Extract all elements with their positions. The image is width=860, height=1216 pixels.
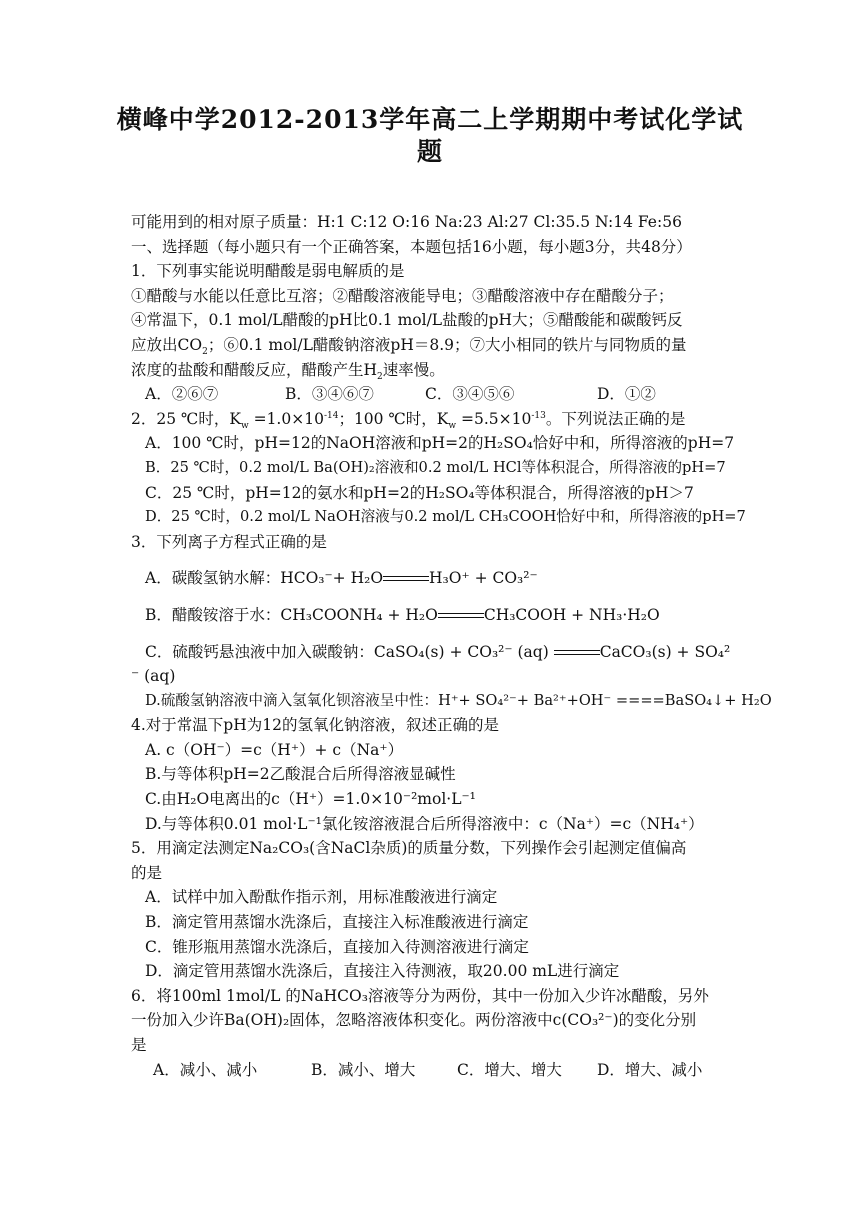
question-stem: 6．将100ml 1mol/L 的NaHCO₃溶液等分为两份，其中一份加入少许冰醋酸，另外 bbox=[131, 986, 709, 1005]
equilibrium-arrow-icon bbox=[554, 648, 600, 658]
question-2 bbox=[131, 407, 771, 530]
option-c-continued: ⁻ (aq) bbox=[131, 667, 176, 686]
option-a: A．碳酸氢钠水解：HCO₃⁻+ H₂O H₃O⁺ + CO₃²⁻ bbox=[145, 569, 538, 588]
question-3 bbox=[131, 530, 771, 714]
question-stem: 的是 bbox=[131, 863, 163, 882]
question-6 bbox=[131, 984, 771, 1082]
exam-body bbox=[131, 210, 771, 1082]
option-d: D.硫酸氢钠溶液中滴入氢氧化钡溶液呈中性：H⁺+ SO₄²⁻+ Ba²⁺+OH⁻ ====BaSO₄↓+ H₂O bbox=[145, 691, 772, 709]
option-a: A．②⑥⑦ bbox=[145, 385, 219, 404]
option-row bbox=[131, 382, 771, 407]
question-stem: 2．25 ℃时，$K_w =1.0\times 10^{-14}$；100 ℃时，$K_w =5.5\times 10^{-13}$。下列说法正确的是 bbox=[131, 409, 686, 431]
question-stem: 4.对于常温下pH为12的氢氧化钠溶液，叙述正确的是 bbox=[131, 716, 499, 735]
option-d: D．①② bbox=[597, 385, 656, 404]
option-d: D.与等体积0.01 mol·L⁻¹氯化铵溶液混合后所得溶液中：c（Na⁺）=c（NH₄⁺） bbox=[145, 814, 704, 833]
option-a: A. c（OH⁻）=c（H⁺）+ c（Na⁺） bbox=[145, 740, 404, 759]
option-d: D．增大、减小 bbox=[597, 1060, 703, 1079]
question-4 bbox=[131, 713, 771, 836]
option-d: D．滴定管用蒸馏水洗涤后，直接注入待测液，取20.00 mL进行滴定 bbox=[145, 962, 620, 981]
question-text: ①醋酸与水能以任意比互溶；②醋酸溶液能导电；③醋酸溶液中存在醋酸分子； bbox=[131, 286, 674, 305]
title-line-2: 题 bbox=[416, 137, 443, 166]
question-text: 应放出$CO_2$；⑥0.1 mol/L醋酸钠溶液pH＝8.9；⑦大小相同的铁片与同物质的量 bbox=[131, 335, 687, 358]
option-a: A．试样中加入酚酞作指示剂，用标准酸液进行滴定 bbox=[145, 888, 498, 907]
option-b: B．25 ℃时，0.2 mol/L Ba(OH)₂溶液和0.2 mol/L HCl等体积混合，所得溶液的pH=7 bbox=[145, 458, 726, 476]
option-b: B．醋酸铵溶于水：CH₃COONH₄ + H₂O CH₃COOH + NH₃·H₂O bbox=[145, 605, 660, 624]
option-c: C．25 ℃时，pH=12的氨水和pH=2的H₂SO₄等体积混合，所得溶液的pH＞7 bbox=[145, 483, 694, 502]
option-b: B.与等体积pH=2乙酸混合后所得溶液显碱性 bbox=[145, 765, 456, 784]
equilibrium-arrow-icon bbox=[383, 574, 429, 584]
question-stem: 1．下列事实能说明醋酸是弱电解质的是 bbox=[131, 262, 405, 281]
question-text: ④常温下，0.1 mol/L醋酸的pH比0.1 mol/L盐酸的pH大；⑤醋酸能和碳酸钙反 bbox=[131, 311, 683, 330]
option-c: C．增大、增大 bbox=[457, 1060, 562, 1079]
option-d: D．25 ℃时，0.2 mol/L NaOH溶液与0.2 mol/L CH₃COOH恰好中和，所得溶液的pH=7 bbox=[145, 508, 746, 526]
equilibrium-arrow-icon bbox=[438, 611, 484, 621]
question-stem: 5．用滴定法测定Na₂CO₃(含NaCl杂质)的质量分数，下列操作会引起测定值偏高 bbox=[131, 839, 687, 858]
option-b: B．减小、增大 bbox=[311, 1060, 416, 1079]
option-c: C．锥形瓶用蒸馏水洗涤后，直接加入待测溶液进行滴定 bbox=[145, 937, 529, 956]
title-line-1: 横峰中学2012-2013学年高二上学期期中考试化学试 bbox=[116, 105, 744, 134]
atomic-masses: 可能用到的相对原子质量：H:1 C:12 O:16 Na:23 Al:27 Cl:35.5 N:14 Fe:56 bbox=[131, 213, 682, 231]
option-b: B．③④⑥⑦ bbox=[285, 385, 374, 404]
question-stem: 是 bbox=[131, 1036, 147, 1054]
question-1 bbox=[131, 259, 771, 407]
option-b: B．滴定管用蒸馏水洗涤后，直接注入标准酸液进行滴定 bbox=[145, 913, 529, 932]
option-c: C．③④⑤⑥ bbox=[425, 385, 515, 404]
question-text: 浓度的盐酸和醋酸反应，醋酸产生$H_2$速率慢。 bbox=[131, 360, 445, 382]
option-a: A．减小、减小 bbox=[153, 1060, 258, 1079]
question-5 bbox=[131, 836, 771, 984]
section-heading: 一、选择题（每小题只有一个正确答案，本题包括16小题，每小题3分，共48分） bbox=[131, 237, 692, 256]
option-a: A．100 ℃时，pH=12的NaOH溶液和pH=2的H₂SO₄恰好中和，所得溶液的pH=7 bbox=[145, 434, 735, 453]
option-c: C．硫酸钙悬浊液中加入碳酸钠：CaSO₄(s) + CO₃²⁻ (aq) CaCO₃(s) + SO₄² bbox=[145, 642, 731, 661]
page-title bbox=[100, 104, 760, 168]
option-row bbox=[131, 1058, 771, 1083]
question-stem: 一份加入少许Ba(OH)₂固体，忽略溶液体积变化。两份溶液中c(CO₃²⁻)的变化分别 bbox=[131, 1011, 697, 1030]
option-c: C.由H₂O电离出的c（H⁺）=1.0×10⁻²mol·L⁻¹ bbox=[145, 790, 476, 809]
question-stem: 3．下列离子方程式正确的是 bbox=[131, 532, 327, 551]
